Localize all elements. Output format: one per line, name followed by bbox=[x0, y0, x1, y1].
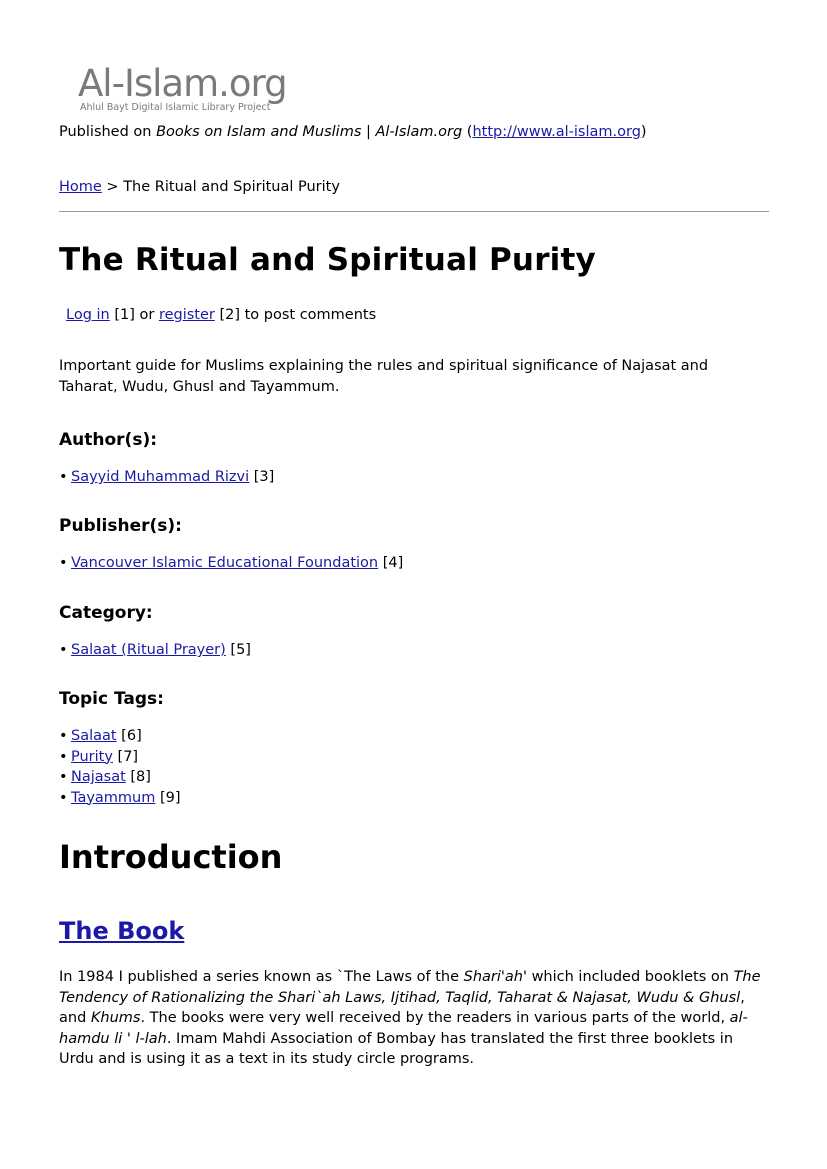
ref-number: [7] bbox=[112, 748, 139, 765]
ref-number: [3] bbox=[249, 469, 275, 485]
register-link[interactable]: register bbox=[158, 307, 215, 323]
list-item bbox=[59, 640, 251, 661]
list-item bbox=[59, 553, 403, 574]
list-item bbox=[59, 788, 181, 809]
bullet-icon: • bbox=[59, 728, 68, 744]
breadcrumb-home-link[interactable]: Home bbox=[59, 179, 102, 195]
bullet-icon: • bbox=[59, 642, 68, 658]
author-link[interactable]: Sayyid Muhammad Rizvi bbox=[71, 469, 250, 485]
tag-link-purity[interactable]: Purity bbox=[71, 748, 113, 765]
authors-heading: Author(s): bbox=[59, 430, 158, 450]
topic-tags-heading: Topic Tags: bbox=[59, 689, 164, 709]
page-title: The Ritual and Spiritual Purity bbox=[59, 242, 596, 278]
bullet-icon: • bbox=[59, 748, 68, 765]
tag-link-salaat[interactable]: Salaat bbox=[71, 728, 117, 744]
publishers-list bbox=[59, 553, 403, 574]
login-ref: [1] or bbox=[109, 307, 159, 323]
summary-text: Important guide for Muslims explaining the rules and spiritual significance of Najasat and Taharat, Wudu, Ghusl and Tayammum. bbox=[59, 358, 709, 395]
logo-title: Al-Islam.org bbox=[78, 62, 287, 105]
paragraph-italic: The Tendency of Rationalizing the Shari`ah Laws, Ijtihad, Taqlid, Taharat & Najasat, Wudu & Ghusl bbox=[59, 969, 761, 1006]
the-book-heading bbox=[59, 917, 184, 945]
published-on-line bbox=[59, 124, 647, 140]
divider bbox=[59, 211, 769, 212]
category-link[interactable]: Salaat (Ritual Prayer) bbox=[71, 642, 226, 658]
breadcrumb-separator: > bbox=[101, 179, 124, 195]
site-logo[interactable] bbox=[78, 64, 318, 122]
paragraph-text: In 1984 I published a series known as `The Laws of the bbox=[59, 969, 464, 985]
paragraph-text: . Imam Mahdi Association of Bombay has translated the first three booklets in Urdu and is using it as a text in its study circle programs. bbox=[59, 1030, 734, 1067]
bullet-icon: • bbox=[59, 789, 68, 806]
paragraph-italic: Shari'ah bbox=[463, 969, 523, 985]
paren-open: ( bbox=[462, 124, 473, 140]
the-book-link[interactable]: The Book bbox=[59, 917, 185, 945]
bullet-icon: • bbox=[59, 555, 68, 571]
paren-close: ) bbox=[640, 124, 647, 140]
paragraph-italic: al-hamdu li ' l-lah bbox=[59, 1010, 748, 1047]
category-heading: Category: bbox=[59, 603, 153, 623]
ref-number: [5] bbox=[225, 642, 251, 658]
ref-number: [4] bbox=[378, 555, 404, 571]
paragraph-text: ' which included booklets on bbox=[522, 969, 734, 985]
paragraph-text: , and bbox=[59, 989, 745, 1026]
site-url-link[interactable]: http://www.al-islam.org bbox=[472, 124, 641, 140]
login-line bbox=[66, 307, 376, 323]
list-item bbox=[59, 726, 181, 747]
breadcrumb bbox=[59, 179, 340, 195]
register-ref: [2] to post comments bbox=[214, 307, 377, 323]
authors-list bbox=[59, 467, 274, 488]
list-item bbox=[59, 767, 181, 788]
bullet-icon: • bbox=[59, 469, 68, 485]
list-item bbox=[59, 747, 181, 768]
paragraph-italic: Khums bbox=[90, 1010, 141, 1026]
paragraph-text: . The books were very well received by the readers in various parts of the world, bbox=[140, 1010, 730, 1026]
ref-number: [8] bbox=[125, 769, 151, 785]
publishers-heading: Publisher(s): bbox=[59, 516, 182, 536]
ref-number: [9] bbox=[155, 789, 181, 806]
intro-paragraph bbox=[59, 967, 771, 1070]
logo-subtitle: Ahlul Bayt Digital Islamic Library Project bbox=[80, 102, 271, 113]
tag-link-tayammum[interactable]: Tayammum bbox=[71, 789, 156, 806]
login-link[interactable]: Log in bbox=[66, 307, 110, 323]
introduction-heading: Introduction bbox=[59, 838, 283, 876]
bullet-icon: • bbox=[59, 769, 68, 785]
ref-number: [6] bbox=[116, 728, 142, 744]
published-prefix: Published on bbox=[59, 124, 157, 140]
site-name: Books on Islam and Muslims | Al-Islam.org bbox=[156, 124, 463, 140]
tag-link-najasat[interactable]: Najasat bbox=[71, 769, 126, 785]
category-list bbox=[59, 640, 251, 661]
list-item bbox=[59, 467, 274, 488]
publisher-link[interactable]: Vancouver Islamic Educational Foundation bbox=[71, 555, 379, 571]
topic-tags-list bbox=[59, 726, 181, 808]
breadcrumb-current: The Ritual and Spiritual Purity bbox=[123, 179, 340, 195]
